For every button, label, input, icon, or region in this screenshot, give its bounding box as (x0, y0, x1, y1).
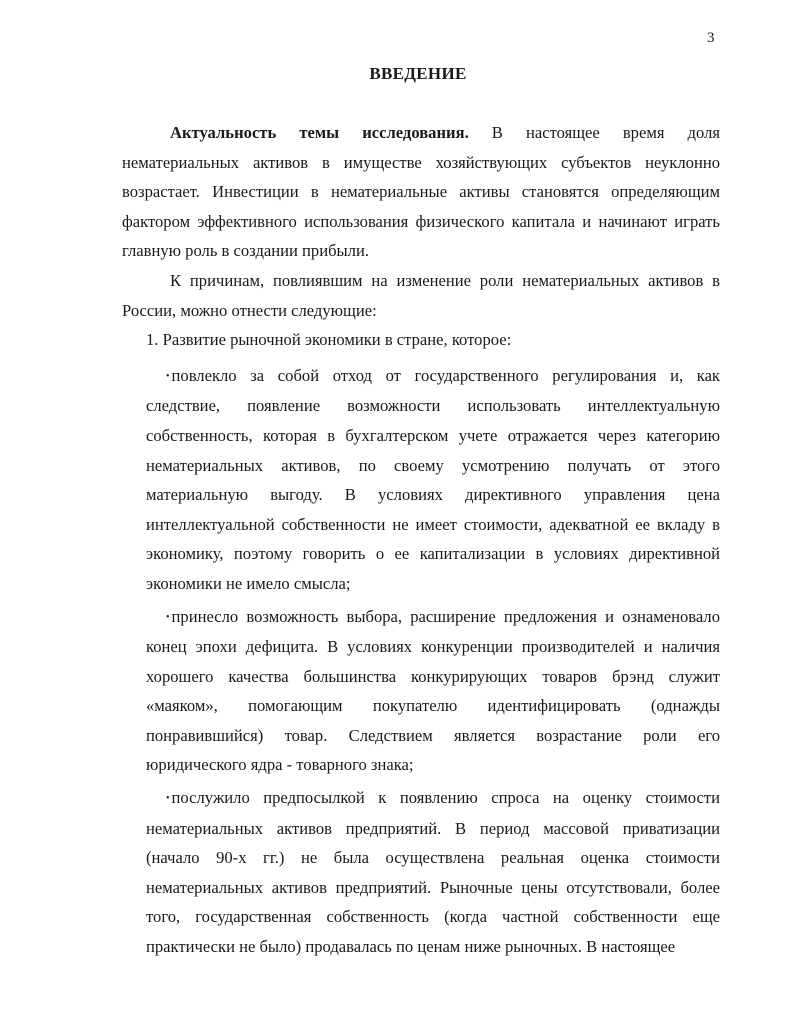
relevance-lead: Актуальность темы исследования. (170, 123, 469, 142)
bullet-item-2 (122, 602, 720, 781)
list-item-1: 1. Развитие рыночной экономики в стране, которое: (146, 330, 512, 350)
bullet-marker: • (166, 793, 170, 805)
bullet-marker: • (166, 611, 170, 623)
bullet-item-1 (122, 361, 720, 599)
paragraph-reasons: К причинам, повлиявшим на изменение роли нематериальных активов в России, можно отнести следующие: (122, 270, 720, 320)
bullet-marker: • (166, 370, 170, 382)
document-body (122, 118, 720, 962)
page-title: ВВЕДЕНИЕ (369, 64, 467, 83)
relevance-text: В настоящее время доля нематериальных активов в имуществе хозяйствующих субъектов неуклонно возрастает. Инвестиции в нематериальные активы становятся определяющим фактором эффективного использования физического капитала и начинают играть главную роль в создании прибыли. (122, 123, 720, 261)
bullet-text: послужило предпосылкой к появлению спроса на оценку стоимости нематериальных активов предприятий. В период массовой приватизации (начало 90-х гг.) не была осуществлена реальная оценка стоимости нематериальных активов предприятий. Рыночные цены отсутствовали, более того, государственная собственность (когда частной собственности еще практически не было) продавалась по ценам ниже рыночных. В настоящее (146, 788, 720, 957)
bullet-item-3 (122, 783, 720, 962)
paragraph-relevance (122, 118, 720, 266)
bullet-text: повлекло за собой отход от государственного регулирования и, как следствие, появление возможности использовать интеллектуальную собственность, которая в бухгалтерском учете отражается через категорию нематериальных активов, по своему усмотрению получать от этого материальную выгоду. В условиях директивного управления цена интеллектуальной собственности не имеет стоимости, адекватной ее вкладу в экономику, поэтому говорить о ее капитализации в условиях директивной экономики не имело смысла; (146, 365, 720, 593)
page-number: 3 (707, 30, 715, 46)
bullet-text: принесло возможность выбора, расширение предложения и ознаменовало конец эпохи дефицита. В условиях конкуренции производителей и наличия хорошего качества большинства конкурирующих товаров брэнд служит «маяком», помогающим покупателю идентифицировать (однажды понравившийся) товар. Следствием является возрастание роли его юридического ядра - товарного знака; (146, 606, 720, 775)
